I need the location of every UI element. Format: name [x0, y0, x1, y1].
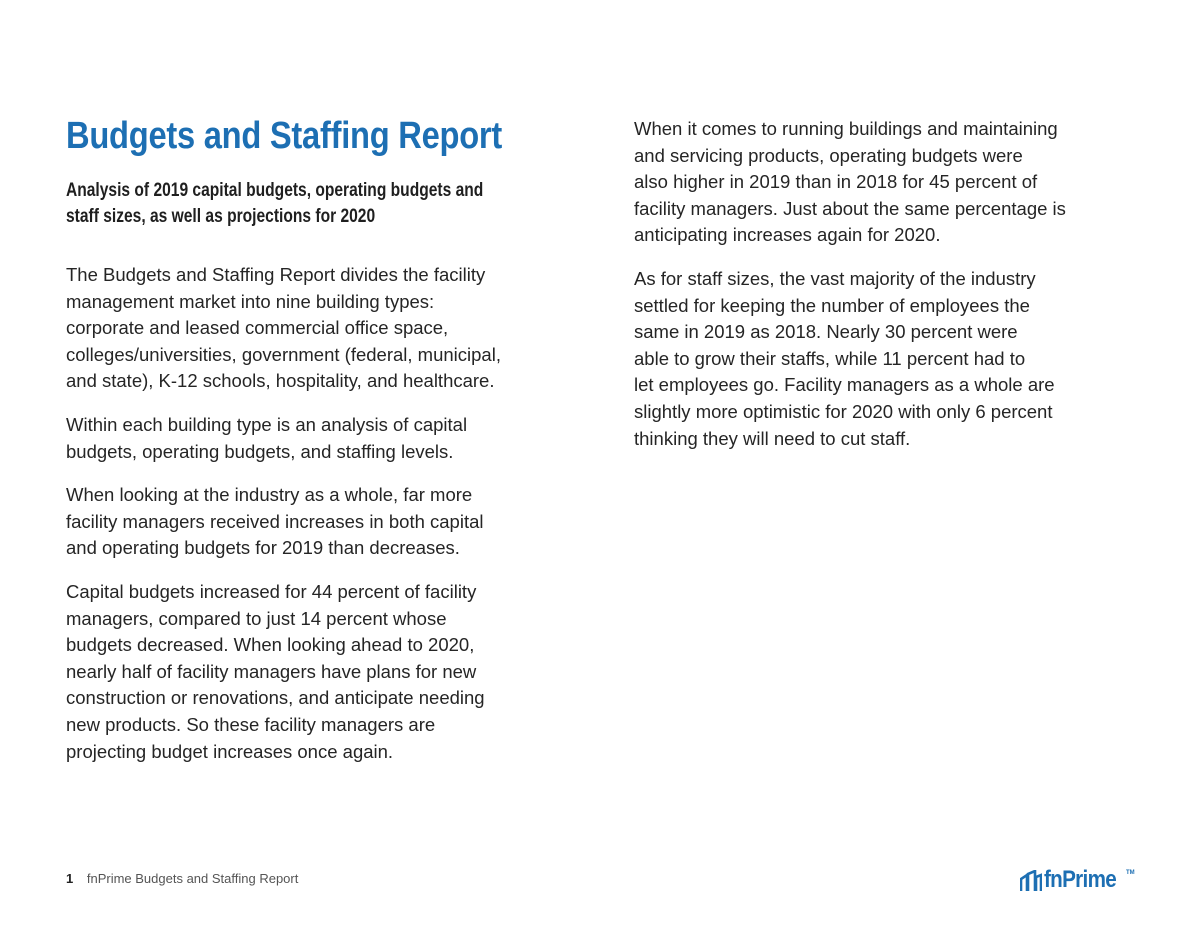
text-line: new products. So these facility managers are [66, 713, 436, 735]
text-line: and operating budgets for 2019 than decreases. [66, 537, 460, 559]
logo-wordmark: fnPrime [1044, 866, 1117, 893]
text-line: corporate and leased commercial office space, [66, 317, 449, 339]
text-line: facility managers. Just about the same percentage is [634, 197, 1066, 219]
text-line: anticipating increases again for 2020. [634, 224, 941, 246]
paragraph-industry-whole [66, 482, 546, 562]
page-title: Budgets and Staffing Report [66, 115, 503, 157]
text-line: nearly half of facility managers have plans for new [66, 660, 477, 682]
text-line: and state), K-12 schools, hospitality, and healthcare. [66, 370, 495, 392]
page-footer [66, 871, 298, 886]
text-line: also higher in 2019 than in 2018 for 45 percent of [634, 171, 1038, 193]
text-line: Within each building type is an analysis of capital [66, 413, 468, 435]
text-line: settled for keeping the number of employees the [634, 294, 1030, 316]
paragraph-capital-budgets [66, 579, 546, 765]
text-line: The Budgets and Staffing Report divides the facility [66, 264, 486, 285]
text-line: When looking at the industry as a whole, far more [66, 484, 473, 506]
text-line: When it comes to running buildings and maintaining [634, 118, 1058, 139]
right-column [634, 116, 1124, 452]
left-column [66, 112, 546, 765]
text-line: Capital budgets increased for 44 percent of facility [66, 580, 477, 602]
text-line: management market into nine building types: [66, 290, 435, 312]
subtitle-line: Analysis of 2019 capital budgets, operating budgets and [66, 180, 484, 201]
text-line: same in 2019 as 2018. Nearly 30 percent were [634, 321, 1018, 343]
text-line: thinking they will need to cut staff. [634, 427, 911, 449]
subtitle-line: staff sizes, as well as projections for 2020 [66, 206, 376, 227]
text-line: managers, compared to just 14 percent whose [66, 607, 447, 629]
publication-name: fnPrime Budgets and Staffing Report [86, 871, 299, 886]
text-line: and servicing products, operating budgets were [634, 144, 1023, 166]
page-subtitle [66, 178, 525, 230]
text-line: slightly more optimistic for 2020 with only 6 percent [634, 400, 1053, 422]
paragraph-building-types [66, 262, 546, 395]
text-line: As for staff sizes, the vast majority of the industry [634, 267, 1036, 289]
paragraph-operating-budgets [634, 116, 1124, 249]
text-line: budgets decreased. When looking ahead to 2020, [66, 634, 475, 656]
page-number: 1 [66, 871, 74, 886]
text-line: colleges/universities, government (federal, municipal, [66, 343, 501, 365]
text-line: facility managers received increases in both capital [66, 510, 484, 532]
buildings-logo-icon [1020, 870, 1042, 892]
text-line: able to grow their staffs, while 11 percent had to [634, 347, 1026, 369]
paragraph-staff-sizes [634, 266, 1124, 452]
text-line: projecting budget increases once again. [66, 740, 394, 762]
paragraph-analysis [66, 412, 546, 465]
text-line: construction or renovations, and anticipate needing [66, 687, 485, 709]
trademark-mark: TM [1126, 870, 1135, 876]
fnprime-logo [1020, 866, 1135, 893]
text-line: let employees go. Facility managers as a whole are [634, 374, 1055, 396]
text-line: budgets, operating budgets, and staffing levels. [66, 440, 454, 462]
